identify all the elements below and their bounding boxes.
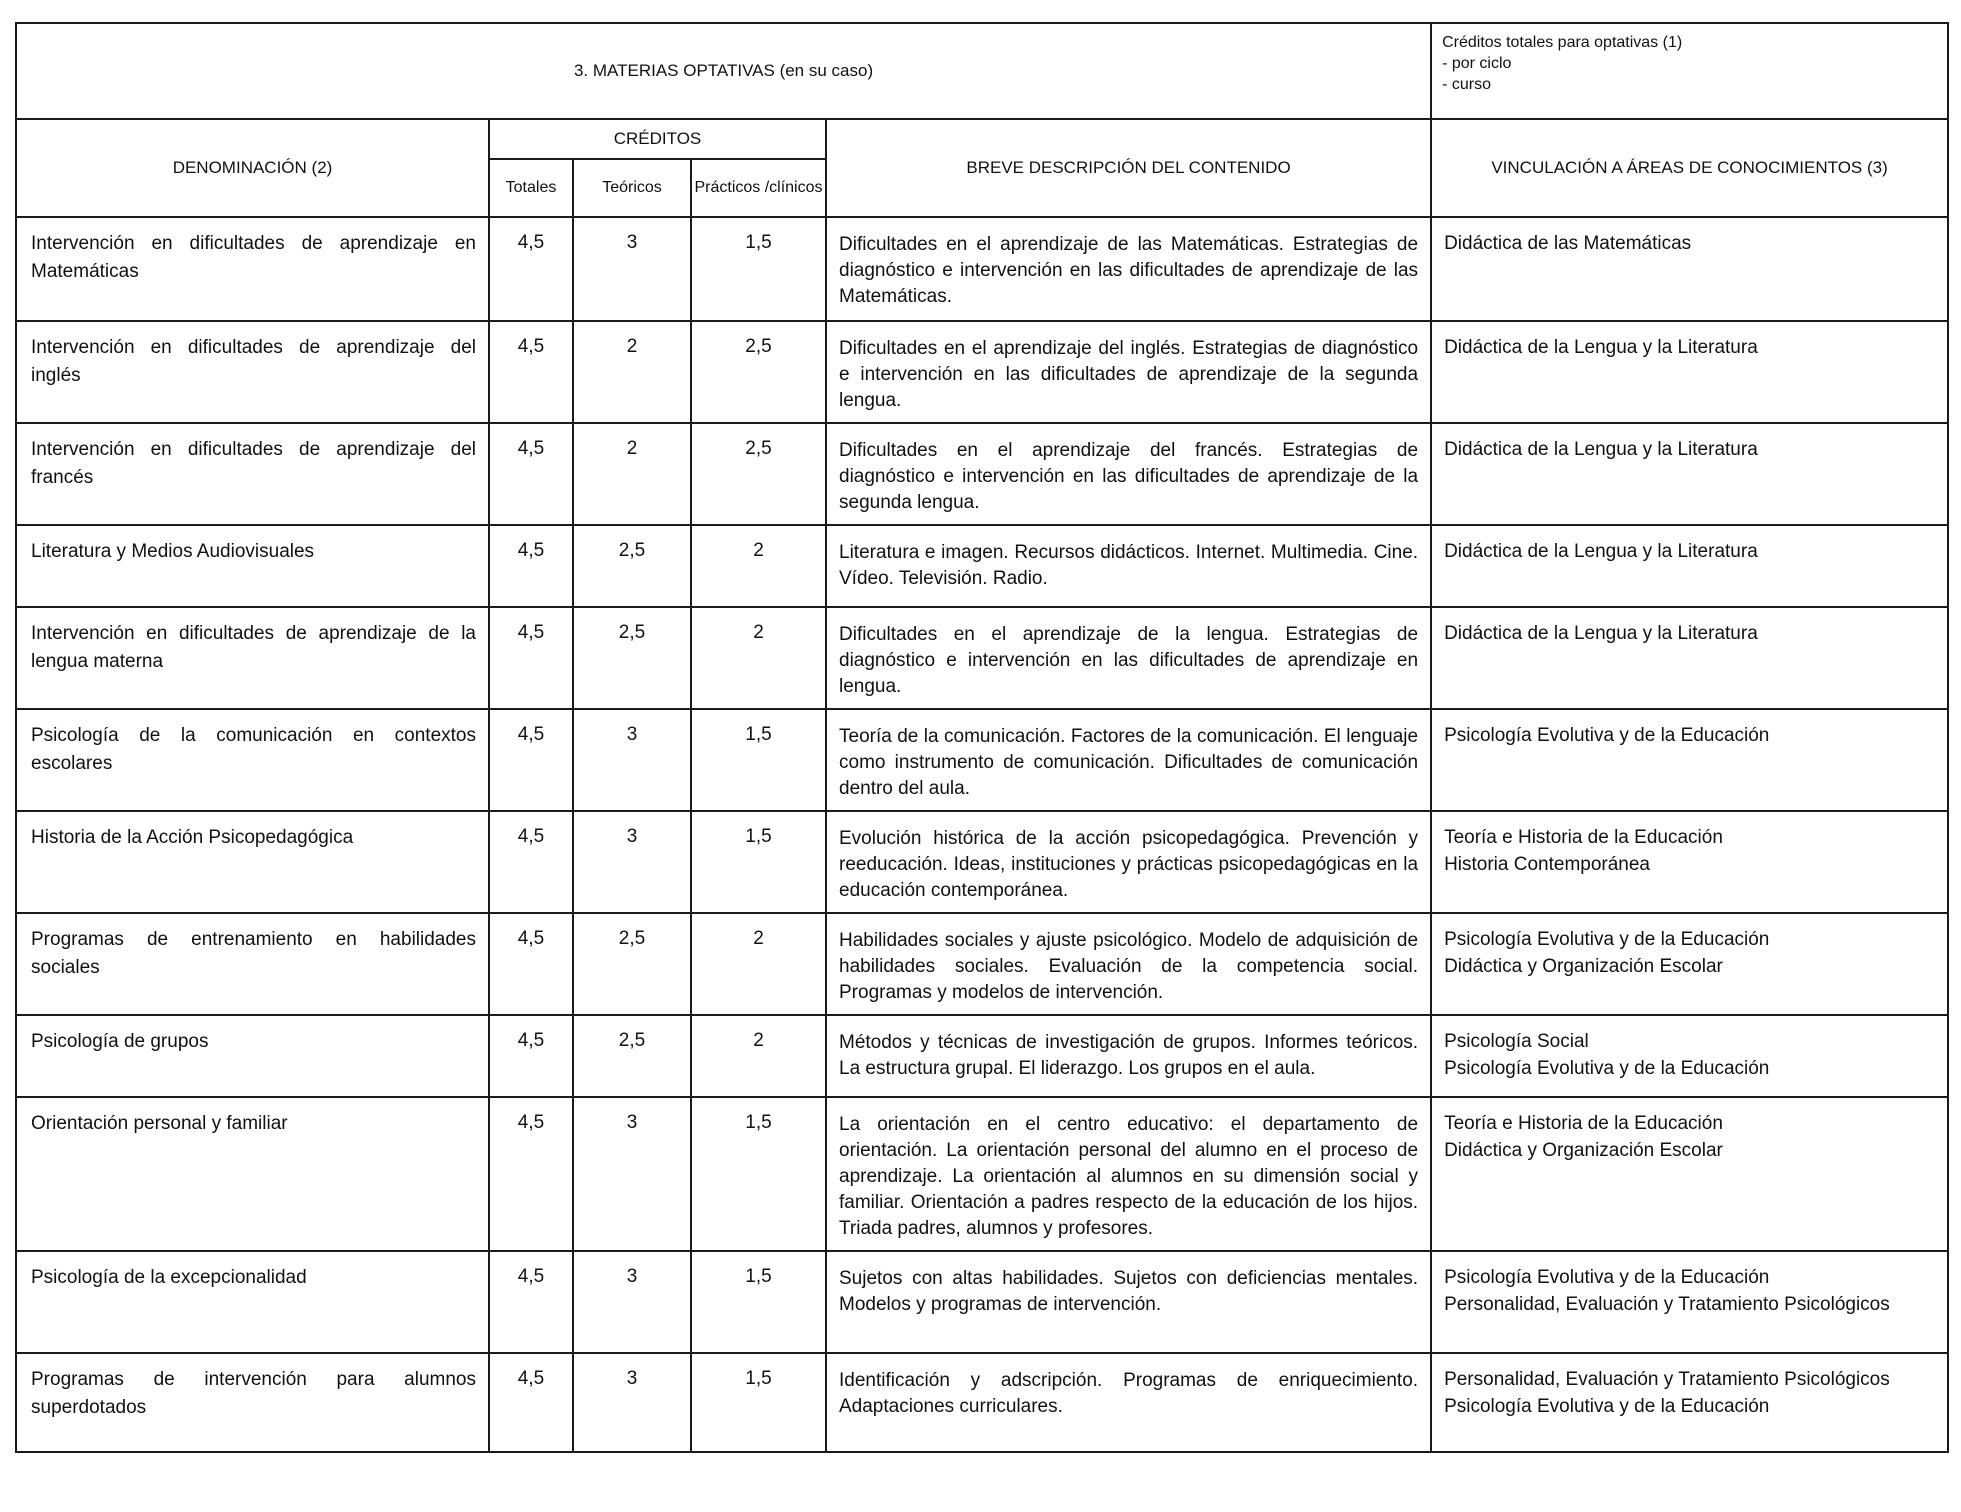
column-header-row [16,119,1948,159]
creditos-totales-value: 4,5 [489,709,573,811]
creditos-practicos-value: 1,5 [691,1353,826,1452]
area-conocimiento: Didáctica y Organización Escolar [1444,956,1723,977]
creditos-totales-value: 4,5 [489,217,573,321]
table-row [16,709,1948,811]
table-row [16,525,1948,607]
area-conocimiento: Didáctica de la Lengua y la Literatura [1444,623,1758,644]
materia-description: Métodos y técnicas de investigación de grupos. Informes teóricos. La estructura grupal. El liderazgo. Los grupos en el aula. [826,1015,1431,1097]
area-conocimiento: Psicología Evolutiva y de la Educación [1444,929,1770,950]
area-conocimiento: Historia Contemporánea [1444,854,1651,875]
creditos-practicos-value: 2,5 [691,423,826,525]
creditos-practicos-value: 2,5 [691,321,826,423]
vinculacion-areas [1431,709,1948,811]
table-row [16,423,1948,525]
materia-description: Habilidades sociales y ajuste psicológico. Modelo de adquisición de habilidades sociales. Evaluación de la competencia social. Programas y modelos de intervención. [826,913,1431,1015]
vinculacion-areas [1431,811,1948,913]
creditos-teoricos-value: 2 [573,321,691,423]
table-title: 3. MATERIAS OPTATIVAS (en su caso) [16,23,1431,119]
materia-name: Intervención en dificultades de aprendizaje del francés [16,423,489,525]
materia-name: Literatura y Medios Audiovisuales [16,525,489,607]
materia-name: Intervención en dificultades de aprendizaje del inglés [16,321,489,423]
materia-description: Literatura e imagen. Recursos didácticos. Internet. Multimedia. Cine. Vídeo. Televisión. Radio. [826,525,1431,607]
creditos-teoricos-value: 2,5 [573,525,691,607]
creditos-teoricos-value: 3 [573,1097,691,1251]
creditos-practicos-value: 2 [691,913,826,1015]
area-conocimiento: Psicología Evolutiva y de la Educación [1444,1058,1770,1079]
creditos-practicos-value: 1,5 [691,217,826,321]
creditos-totales-line: Créditos totales para optativas (1) [1442,34,1683,51]
area-conocimiento: Psicología Social [1444,1031,1589,1052]
creditos-practicos-value: 2 [691,525,826,607]
creditos-totales-value: 4,5 [489,1251,573,1353]
creditos-totales-value: 4,5 [489,1353,573,1452]
area-conocimiento: Didáctica de la Lengua y la Literatura [1444,337,1758,358]
creditos-totales-value: 4,5 [489,423,573,525]
materia-description: La orientación en el centro educativo: el departamento de orientación. La orientación personal del alumno en el proceso de aprendizaje. La orientación al alumnos en su dimensión social y familiar. Orientación a padres respecto de la educación de los hijos. Triada padres, alumnos y profesores. [826,1097,1431,1251]
creditos-totales-box [1431,23,1948,119]
creditos-totales-value: 4,5 [489,811,573,913]
materia-name: Intervención en dificultades de aprendizaje en Matemáticas [16,217,489,321]
table-row [16,1353,1948,1452]
materia-description: Sujetos con altas habilidades. Sujetos con deficiencias mentales. Modelos y programas de intervención. [826,1251,1431,1353]
creditos-practicos-value: 1,5 [691,709,826,811]
materias-optativas-page [15,22,1947,1453]
creditos-totales-value: 4,5 [489,321,573,423]
creditos-teoricos-value: 2,5 [573,913,691,1015]
materia-name: Psicología de la comunicación en contextos escolares [16,709,489,811]
creditos-teoricos-value: 3 [573,1353,691,1452]
materia-description: Dificultades en el aprendizaje del inglés. Estrategias de diagnóstico e intervención en las dificultades de aprendizaje de la segunda lengua. [826,321,1431,423]
table-row [16,811,1948,913]
table-title-row [16,23,1948,119]
creditos-teoricos-value: 3 [573,1251,691,1353]
materias-optativas-table [15,22,1949,1453]
creditos-totales-line: - por ciclo [1442,55,1512,72]
creditos-totales-value: 4,5 [489,525,573,607]
table-row [16,321,1948,423]
area-conocimiento: Personalidad, Evaluación y Tratamiento Psicológicos [1444,1294,1890,1315]
creditos-practicos-value: 1,5 [691,1251,826,1353]
table-row [16,607,1948,709]
creditos-teoricos-value: 2 [573,423,691,525]
header-totales: Totales [489,159,573,217]
area-conocimiento: Psicología Evolutiva y de la Educación [1444,1396,1770,1417]
materia-description: Teoría de la comunicación. Factores de la comunicación. El lenguaje como instrumento de comunicación. Dificultades de comunicación dentro del aula. [826,709,1431,811]
area-conocimiento: Didáctica de la Lengua y la Literatura [1444,439,1758,460]
materia-description: Dificultades en el aprendizaje de la lengua. Estrategias de diagnóstico e intervención en las dificultades de aprendizaje en lengua. [826,607,1431,709]
vinculacion-areas [1431,1015,1948,1097]
materia-description: Dificultades en el aprendizaje de las Matemáticas. Estrategias de diagnóstico e intervención en las dificultades de aprendizaje de las Matemáticas. [826,217,1431,321]
area-conocimiento: Teoría e Historia de la Educación [1444,827,1723,848]
materia-name: Historia de la Acción Psicopedagógica [16,811,489,913]
header-teoricos: Teóricos [573,159,691,217]
header-creditos: CRÉDITOS [489,119,826,159]
table-row [16,217,1948,321]
creditos-practicos-value: 2 [691,1015,826,1097]
vinculacion-areas [1431,1251,1948,1353]
vinculacion-areas [1431,913,1948,1015]
creditos-teoricos-value: 3 [573,217,691,321]
creditos-totales-value: 4,5 [489,913,573,1015]
vinculacion-areas [1431,607,1948,709]
vinculacion-areas [1431,1097,1948,1251]
area-conocimiento: Psicología Evolutiva y de la Educación [1444,725,1770,746]
header-denominacion: DENOMINACIÓN (2) [16,119,489,217]
vinculacion-areas [1431,423,1948,525]
vinculacion-areas [1431,525,1948,607]
creditos-teoricos-value: 3 [573,709,691,811]
area-conocimiento: Psicología Evolutiva y de la Educación [1444,1267,1770,1288]
materia-name: Orientación personal y familiar [16,1097,489,1251]
area-conocimiento: Didáctica de la Lengua y la Literatura [1444,541,1758,562]
materia-name: Programas de entrenamiento en habilidades sociales [16,913,489,1015]
creditos-teoricos-value: 3 [573,811,691,913]
creditos-totales-value: 4,5 [489,607,573,709]
creditos-totales-value: 4,5 [489,1097,573,1251]
table-row [16,1015,1948,1097]
area-conocimiento: Personalidad, Evaluación y Tratamiento Psicológicos [1444,1369,1890,1390]
vinculacion-areas [1431,217,1948,321]
table-row [16,913,1948,1015]
materia-description: Evolución histórica de la acción psicopedagógica. Prevención y reeducación. Ideas, instituciones y prácticas psicopedagógicas en la educación contemporánea. [826,811,1431,913]
creditos-teoricos-value: 2,5 [573,1015,691,1097]
materia-name: Programas de intervención para alumnos superdotados [16,1353,489,1452]
vinculacion-areas [1431,1353,1948,1452]
materia-description: Identificación y adscripción. Programas de enriquecimiento. Adaptaciones curriculares. [826,1353,1431,1452]
creditos-teoricos-value: 2,5 [573,607,691,709]
header-practicos: Prácticos /clínicos [691,159,826,217]
creditos-totales-line: - curso [1442,76,1491,93]
header-vinculacion: VINCULACIÓN A ÁREAS DE CONOCIMIENTOS (3) [1431,119,1948,217]
table-row [16,1251,1948,1353]
creditos-practicos-value: 2 [691,607,826,709]
header-descripcion: BREVE DESCRIPCIÓN DEL CONTENIDO [826,119,1431,217]
creditos-practicos-value: 1,5 [691,811,826,913]
creditos-totales-value: 4,5 [489,1015,573,1097]
materia-description: Dificultades en el aprendizaje del francés. Estrategias de diagnóstico e intervención en las dificultades de aprendizaje de la segunda lengua. [826,423,1431,525]
area-conocimiento: Didáctica y Organización Escolar [1444,1140,1723,1161]
area-conocimiento: Didáctica de las Matemáticas [1444,233,1692,254]
materia-name: Psicología de la excepcionalidad [16,1251,489,1353]
materia-name: Intervención en dificultades de aprendizaje de la lengua materna [16,607,489,709]
area-conocimiento: Teoría e Historia de la Educación [1444,1113,1723,1134]
materia-name: Psicología de grupos [16,1015,489,1097]
vinculacion-areas [1431,321,1948,423]
table-row [16,1097,1948,1251]
creditos-practicos-value: 1,5 [691,1097,826,1251]
